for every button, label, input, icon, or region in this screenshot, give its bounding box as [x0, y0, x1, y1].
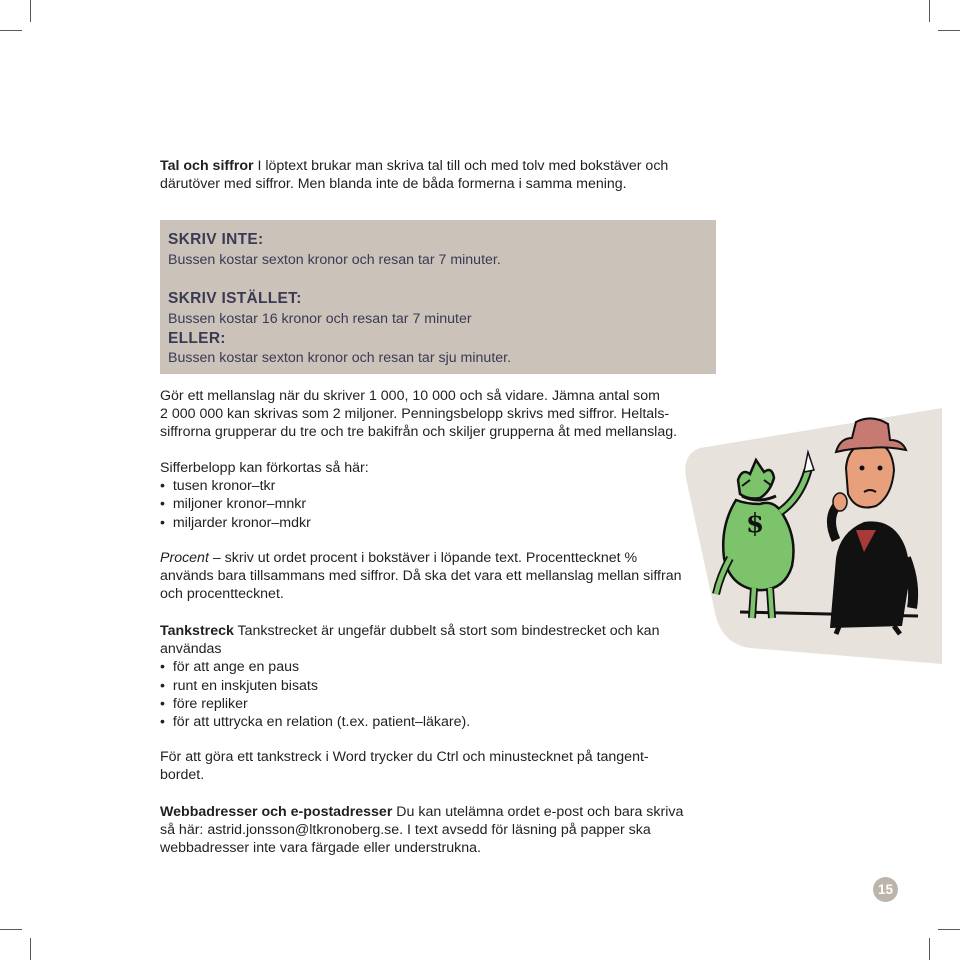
page-number: 15 [873, 877, 898, 902]
box-heading-eller: ELLER: [168, 330, 226, 347]
crop-mark [0, 929, 22, 930]
box-example-wrong: Bussen kostar sexton kronor och resan tar 7 minuter. [168, 252, 501, 268]
abbrev-list [160, 459, 369, 532]
procent-term: Procent [160, 550, 209, 566]
web-paragraph: Webbadresser och e-postadresser Du kan utelämna ordet e-post och bara skriva så här: astrid.jonsson@ltkronoberg.se. I text avsedd för läsning på papper ska webbadresser inte vara färgade eller understrukna. [160, 804, 684, 857]
text-line: och procenttecknet. [160, 586, 284, 603]
intro-title: Tal och siffror [160, 158, 254, 174]
intro-paragraph [160, 157, 668, 193]
crop-mark [30, 0, 31, 22]
mellanslag-paragraph [160, 387, 677, 442]
intro-line: I löptext brukar man skriva tal till och med tolv med bokstäver och [253, 158, 669, 174]
tankstreck-paragraph: Tankstreck Tankstrecket är ungefär dubbelt så stort som bindestrecket och kan användas • för att ange en paus • runt en inskjuten bisats • före repliker • för att uttrycka en relation (t.ex. patient–läkare). [160, 623, 660, 731]
abbrev-intro: Sifferbelopp kan förkortas så här: [160, 460, 369, 476]
crop-mark [929, 0, 930, 22]
example-box [160, 220, 716, 374]
crop-mark [938, 929, 960, 930]
text-line: webbadresser inte vara färgade eller understrukna. [160, 840, 481, 857]
box-example-alt: Bussen kostar sexton kronor och resan tar sju minuter. [168, 350, 512, 366]
list-item: • för att uttrycka en relation (t.ex. patient–läkare). [160, 714, 471, 731]
tankstreck-term: Tankstreck [160, 623, 234, 639]
intro-line: därutöver med siffror. Men blanda inte de båda formerna i samma mening. [160, 176, 627, 193]
text-line: används bara tillsammans med siffror. Då ska det vara ett mellanslag mellan siffran [160, 568, 682, 585]
list-item: • miljoner kronor–mnkr [160, 496, 307, 513]
box-heading-skriv-inte: SKRIV INTE: [168, 231, 264, 248]
list-item: • miljarder kronor–mdkr [160, 514, 311, 531]
box-heading-skriv-istallet: SKRIV ISTÄLLET: [168, 290, 302, 307]
word-tip-paragraph [160, 748, 649, 784]
text-line: Gör ett mellanslag när du skriver 1 000, 10 000 och så vidare. Jämna antal som [160, 388, 660, 404]
dollar-sign: $ [746, 509, 765, 539]
box-example-right: Bussen kostar 16 kronor och resan tar 7 minuter [168, 311, 472, 327]
text-line: 2 000 000 kan skrivas som 2 miljoner. Penningsbelopp skrivs med siffror. Heltals- [160, 406, 670, 423]
text-line: bordet. [160, 767, 205, 784]
crop-mark [0, 30, 22, 31]
text-line: siffrorna grupperar du tre och tre bakifrån och skiljer grupperna åt med mellanslag. [160, 424, 678, 441]
text-line: användas [160, 641, 222, 658]
text-line: För att göra ett tankstreck i Word trycker du Ctrl och minustecknet på tangent- [160, 749, 649, 765]
list-item: • tusen kronor–tkr [160, 478, 276, 495]
crop-mark [938, 30, 960, 31]
list-item: • för att ange en paus [160, 659, 300, 676]
crop-mark [929, 938, 930, 960]
procent-paragraph: Procent – skriv ut ordet procent i bokstäver i löpande text. Procenttecknet % används bara tillsammans med siffror. Då ska det vara ett mellanslag mellan siffran och procenttecknet. [160, 550, 682, 603]
list-item: • runt en inskjuten bisats [160, 677, 318, 694]
text-line: så här: astrid.jonsson@ltkronoberg.se. I text avsedd för läsning på papper ska [160, 822, 651, 839]
money-bag-illustration [680, 408, 942, 664]
list-item: • före repliker [160, 695, 248, 712]
web-term: Webbadresser och e-postadresser [160, 804, 393, 820]
crop-mark [30, 938, 31, 960]
